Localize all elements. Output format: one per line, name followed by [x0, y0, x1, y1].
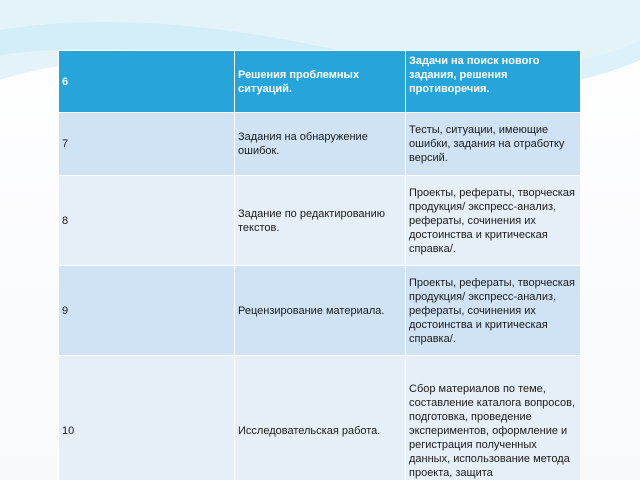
activity-cell: Исследовательская работа. — [235, 356, 406, 480]
row-number: 6 — [59, 51, 235, 113]
activity-cell: Рецензирование материала. — [235, 266, 406, 356]
forms-cell: Сбор материалов по теме, составление каталога вопросов, подготовка, проведение экспериментов, оформление и регистрация полученных данных, использование метода проекта, защита — [406, 356, 581, 480]
row-number: 9 — [59, 266, 235, 356]
activity-cell: Решения проблемных ситуаций. — [235, 51, 406, 113]
table-row — [59, 356, 581, 480]
table-row — [59, 51, 581, 113]
activity-cell: Задания на обнаружение ошибок. — [235, 113, 406, 176]
table-row — [59, 176, 581, 266]
row-number: 8 — [59, 176, 235, 266]
table-row — [59, 266, 581, 356]
forms-cell: Проекты, рефераты, творческая продукция/ экспресс-анализ, рефераты, сочинения их достоинства и критическая справка/. — [406, 266, 581, 356]
activity-cell: Задание по редактированию текстов. — [235, 176, 406, 266]
forms-cell: Тесты, ситуации, имеющие ошибки, задания на отработку версий. — [406, 113, 581, 176]
row-number: 7 — [59, 113, 235, 176]
comparison-table — [58, 50, 581, 480]
row-number: 10 — [59, 356, 235, 480]
table-row — [59, 113, 581, 176]
forms-cell: Задачи на поиск нового задания, решения противоречия. — [406, 51, 581, 113]
forms-cell: Проекты, рефераты, творческая продукция/ экспресс-анализ, рефераты, сочинения их достоинства и критическая справка/. — [406, 176, 581, 266]
